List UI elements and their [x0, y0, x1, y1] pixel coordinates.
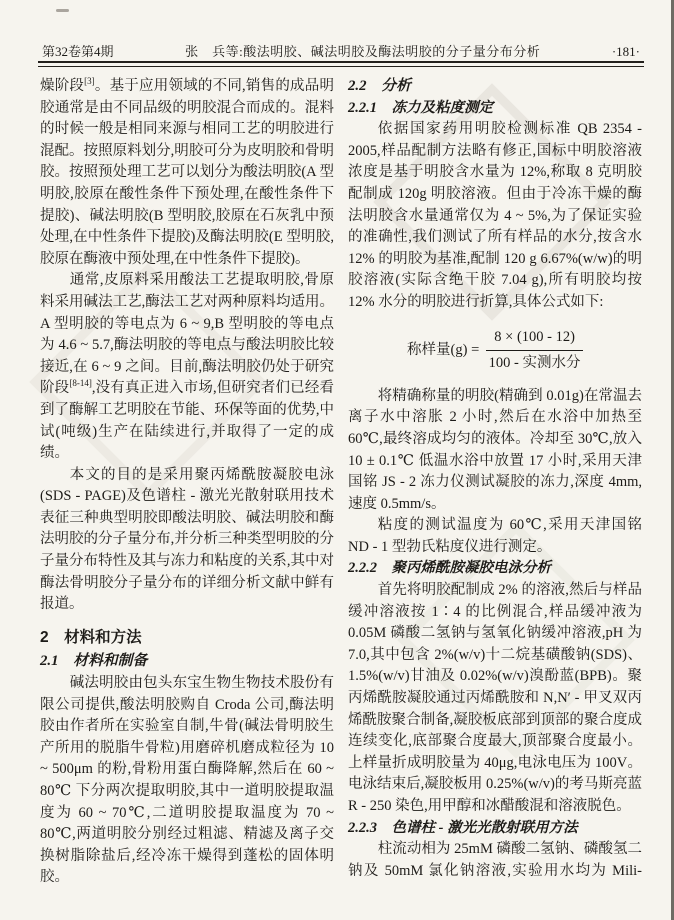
- journal-issue: 第32卷第4期: [42, 44, 114, 59]
- formula-fraction: [486, 327, 583, 375]
- left-column: [40, 76, 334, 889]
- paragraph: 燥阶段[3]。基于应用领域的不同,销售的成品明胶通常是由不同品级的明胶混合而成的。混料的时候一般是相同来源与相同工艺的明胶进行混配。按照原料划分,明胶可分为皮明胶和骨明胶。按照预处理工艺可以划分为酸法明胶(A 型明胶,胶原在酸性条件下预处理,在酸性条件下提胶)、碱法明胶(B 型明胶,胶原在石灰乳中预处理,在中性条件下提胶)及酶法明胶(E 型明胶,胶原在酶液中预处理,在中性条件下提胶)。: [40, 76, 334, 267]
- paragraph: 首先将明胶配制成 2% 的溶液,然后与样品缓冲溶液按 1∶4 的比例混合,样品缓冲液为 0.05M 磷酸二氢钠与氢氧化钠缓冲溶液,pH 为 7.0,其中包含 2%(w/v)十二烷基磺酸钠(SDS)、1.5%(w/v)甘油及 0.02%(w/v)溴酚蓝(BPB)。聚丙烯酰胺凝胶通过丙烯酰胺和 N,N′ - 甲叉双丙烯酰胺聚合制备,凝胶板底部到顶部的聚合度成连续变化,底部聚合度最大,顶部聚合度最小。上样量折成明胶量为 40μg,电泳电压为 100V。电泳结束后,凝胶板用 0.25%(w/v)的考马斯亮蓝 R - 250 染色,用甲醇和冰醋酸混和溶液脱色。: [348, 582, 642, 814]
- paragraph: 碱法明胶由包头东宝生物生物技术股份有限公司提供,酸法明胶购自 Croda 公司,酶法明胶由作者所在实验室自制,牛骨(碱法骨明胶生产所用的脱脂牛骨粒)用磨碎机磨成粒径为 10 ~ 500μm 的粉,骨粉用蛋白酶降解,然后在 60 ~ 80℃ 下分两次提取明胶,其中一道明胶提取温度为 60 ~ 70℃,二道明胶提取温度为 70 ~ 80℃,两道明胶分别经过粗滤、精滤及离子交换树脂除盐后,经冷冻干燥得到蓬松的固体明胶。: [40, 675, 334, 886]
- running-title: 张 兵等:酸法明胶、碱法明胶及酶法明胶的分子量分布分析: [185, 44, 541, 59]
- paragraph: 依据国家药用明胶检测标准 QB 2354 - 2005,样品配制方法略有修正,国标中明胶溶液浓度是基于明胶含水量为 12%,称取 8 克明胶配制成 120g 明胶溶液。但由于冷冻干燥的酶法明胶含水量通常仅为 4 ~ 5%,为了保证实验的准确性,我们测试了所有样品的水分,按含水 12% 的明胶为基准,配制 120 g 6.67%(w/w)的明胶溶液(实际含绝干胶 7.04 g),所有明胶均按 12% 水分的明胶进行折算,具体公式如下:: [348, 121, 642, 310]
- paragraph: 将精确称量的明胶(精确到 0.01g)在常温去离子水中溶胀 2 小时,然后在水浴中加热至 60℃,最终溶成均匀的液体。冷却至 30℃,放入 10 ± 0.1℃ 低温水浴中放置 17 小时,采用天津国铭 JS - 2 冻力仪测试凝胶的冻力,深度 4mm,速度 0.5mm/s。: [348, 387, 642, 512]
- section-heading: 2 材料和方法: [40, 628, 142, 646]
- subsection-heading: 2.2 分析: [348, 78, 411, 94]
- paragraph: 柱流动相为 25mM 磷酸二氢钠、磷酸氢二钠及 50mM 氯化钠溶液,实验用水均为 Mili-: [348, 841, 642, 879]
- subsection-heading: 2.2.1 冻力及粘度测定: [348, 99, 493, 116]
- subsection-heading: 2.1 材料和制备: [40, 653, 148, 670]
- weighing-formula: [348, 327, 642, 375]
- citation-superscript: [3]: [84, 76, 95, 87]
- paragraph: 本文的目的是采用聚丙烯酰胺凝胶电泳(SDS - PAGE)及色谱柱 - 激光光散射联用技术表征三种典型明胶即酸法明胶、碱法明胶和酶法明胶的分子量分布,并分析三种类型明胶的分子量分布特性及其与冻力和粘度的关系,其中对酶法骨明胶分子量分布的详细分析文献中鲜有报道。: [40, 466, 334, 613]
- citation-superscript: [8-14]: [69, 378, 92, 389]
- page-header: [42, 41, 640, 60]
- header-rule: [38, 61, 644, 67]
- formula-lhs: 称样量(g) =: [407, 341, 480, 358]
- paragraph: 粘度的测试温度为 60℃,采用天津国铭 ND - 1 型勃氏粘度仪进行测定。: [348, 517, 642, 555]
- scan-speck: [56, 9, 69, 12]
- subsection-heading: 2.2.2 聚丙烯酰胺凝胶电泳分析: [348, 560, 551, 577]
- paragraph: 通常,皮原料采用酸法工艺提取明胶,骨原料采用碱法工艺,酶法工艺对两种原料均适用。A 型明胶的等电点为 6 ~ 9,B 型明胶的等电点为 4.6 ~ 5.7,酶法明胶的等电点与酸法明胶比较接近,在 6 ~ 9 之间。目前,酶法明胶仍处于研究阶段[8-14],没有真正进入市场,但研究者们已经看到了酶解工艺明胶在节能、环保等面的优势,中试(吨级)生产在陆续进行,并取得了一定的成绩。: [40, 272, 335, 462]
- subsection-heading: 2.2.3 色谱柱 - 激光光散射联用方法: [348, 819, 578, 836]
- page-number: ·181·: [611, 44, 640, 59]
- right-column: [348, 76, 642, 889]
- formula-denominator: 100 - 实测水分: [488, 355, 581, 372]
- formula-numerator: 8 × (100 - 12): [486, 327, 583, 352]
- article-body: [40, 76, 642, 889]
